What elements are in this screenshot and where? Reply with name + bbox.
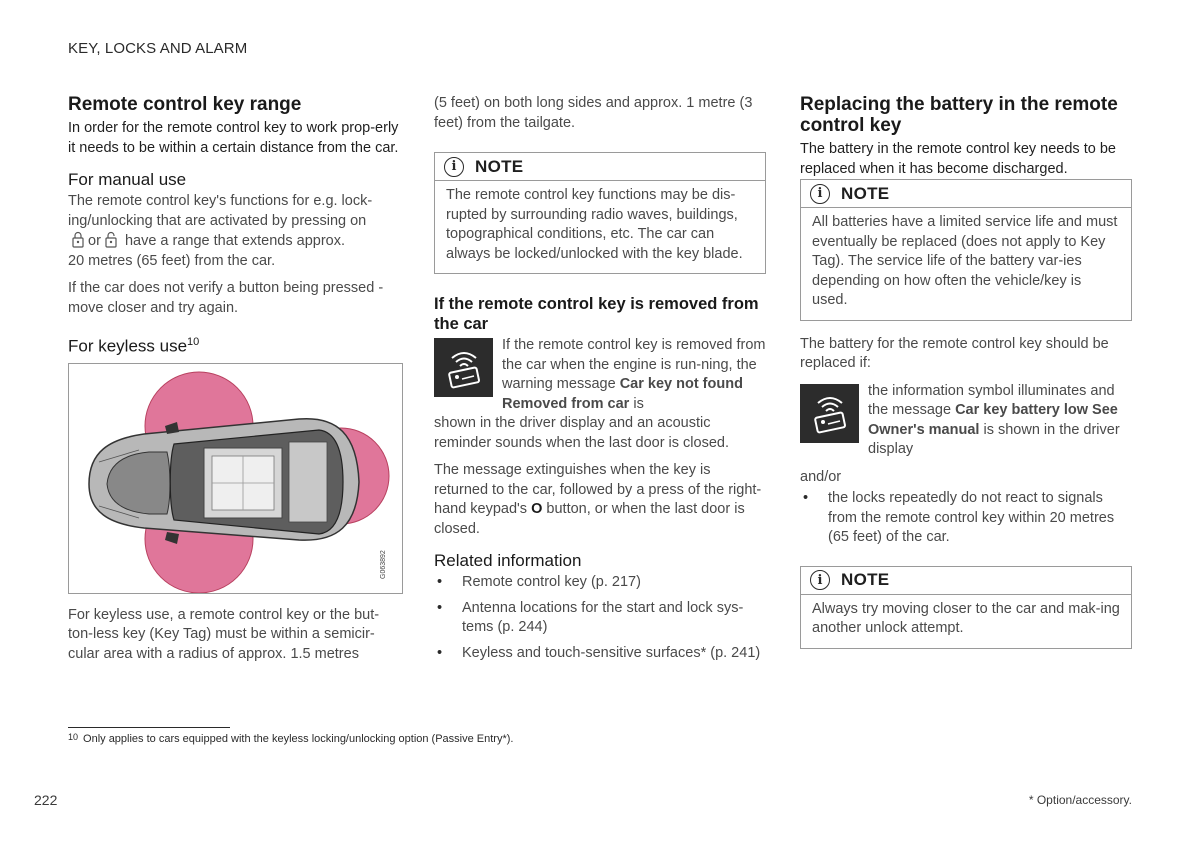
message-extinguish-text: The message extinguishes when the key is returned to the car, followed by a press of the right-hand keypad's O button, or when the last door is closed. — [434, 462, 762, 537]
column-right — [800, 94, 1132, 649]
battery-low-text: the information symbol illuminates and the message Car key battery low See Owner's manual is shown in the driver display — [868, 382, 1120, 457]
note-title: NOTE — [841, 570, 890, 589]
running-header: KEY, LOCKS AND ALARM — [68, 40, 248, 57]
related-info-list — [434, 573, 766, 663]
related-link[interactable]: • Keyless and touch-sensitive surfaces* (p. 241) — [437, 644, 761, 661]
section-title-range: Remote control key range — [68, 94, 302, 115]
manual-use-heading: For manual use — [68, 170, 187, 189]
page-number: 222 — [34, 792, 58, 808]
note-header — [435, 153, 765, 181]
replace-conditions-list — [800, 489, 1132, 548]
keyless-range-diagram — [68, 363, 403, 594]
car-key-signal-icon — [434, 338, 493, 397]
note-text: Always try moving closer to the car and mak-ing another unlock attempt. — [812, 600, 1120, 636]
column-left — [68, 94, 403, 664]
note-text: All batteries have a limited service life and must eventually be replaced (does not apply to Key Tag). The service life of the battery var-ies depending on how often the vehicle/key is used. — [812, 214, 1118, 308]
manual-use-tip: If the car does not verify a button being pressed - move closer and try again. — [68, 280, 384, 316]
note-box-interference — [434, 152, 766, 274]
list-item: • the locks repeatedly do not react to signals from the remote control key within 20 metres (65 feet) of the car. — [803, 490, 1115, 545]
footnote-ref: 10 — [187, 336, 200, 348]
key-removed-block — [434, 336, 766, 453]
related-link[interactable]: • Remote control key (p. 217) — [437, 574, 641, 590]
car-key-signal-icon — [800, 384, 859, 443]
related-link[interactable]: • Antenna locations for the start and lock sys-tems (p. 244) — [437, 599, 744, 635]
keyless-use-heading: For keyless use$^{10}$ — [68, 336, 200, 356]
section-title-battery: Replacing the battery in the remote control key — [800, 94, 1118, 136]
warning-message: Car key battery low See Owner's manual — [868, 402, 1118, 438]
option-accessory-note: * Option/accessory. — [1028, 793, 1132, 807]
note-title: NOTE — [841, 183, 890, 203]
and-or-text: and/or — [800, 468, 842, 485]
footnote: 10 Only applies to cars equipped with the keyless locking/unlocking option (Passive Entry*). — [68, 732, 514, 745]
footnote-divider — [68, 727, 230, 728]
o-button-label: O — [531, 501, 543, 517]
note-box-battery — [800, 179, 1132, 321]
info-icon: i — [810, 184, 830, 204]
keyless-use-text: For keyless use, a remote control key or the but-ton-less key (Key Tag) must be within a semicir-cular area with a radius of approx. 1.5 metres — [68, 606, 380, 662]
key-removed-text-cont: shown in the driver display and an acoustic reminder sounds when the last door is closed. — [434, 415, 729, 451]
note-header — [801, 567, 1131, 595]
battery-intro: The battery in the remote control key needs to be replaced when it has become discharged. — [800, 141, 1116, 177]
battery-low-block — [800, 382, 1132, 460]
lock-icon — [72, 231, 84, 248]
car-top-view — [89, 418, 359, 543]
note-text: The remote control key functions may be dis-rupted by surrounding radio waves, buildings, topographical conditions, etc. The car can always be locked/unlocked with the key blade. — [446, 187, 743, 262]
info-icon: i — [810, 570, 830, 590]
warning-message: Car key not found Removed from car — [502, 376, 743, 412]
replace-if-text: The battery for the remote control key should be replaced if: — [800, 335, 1109, 371]
info-icon: i — [444, 157, 464, 177]
note-title: NOTE — [475, 156, 524, 176]
note-header — [801, 180, 1131, 208]
keyless-continued: (5 feet) on both long sides and approx. 1 metre (3 feet) from the tailgate. — [434, 95, 753, 131]
unlock-icon — [105, 231, 117, 248]
key-removed-text: If the remote control key is removed from the car when the engine is run-ning, the warning message Car key not found Removed from car is — [502, 337, 766, 412]
key-removed-heading: If the remote control key is removed from the car — [434, 295, 759, 333]
note-box-unlock — [800, 566, 1132, 649]
related-info-heading: Related information — [434, 551, 582, 570]
column-middle — [434, 94, 766, 669]
diagram-code: G063892 — [380, 549, 387, 579]
range-intro: In order for the remote control key to work prop-erly it needs to be within a certain distance from the car. — [68, 120, 399, 156]
manual-use-text: The remote control key's functions for e.g. lock-ing/unlocking that are activated by pressing on or have a range that extends approx. 20 metres (65 feet) from the car. — [68, 193, 373, 269]
